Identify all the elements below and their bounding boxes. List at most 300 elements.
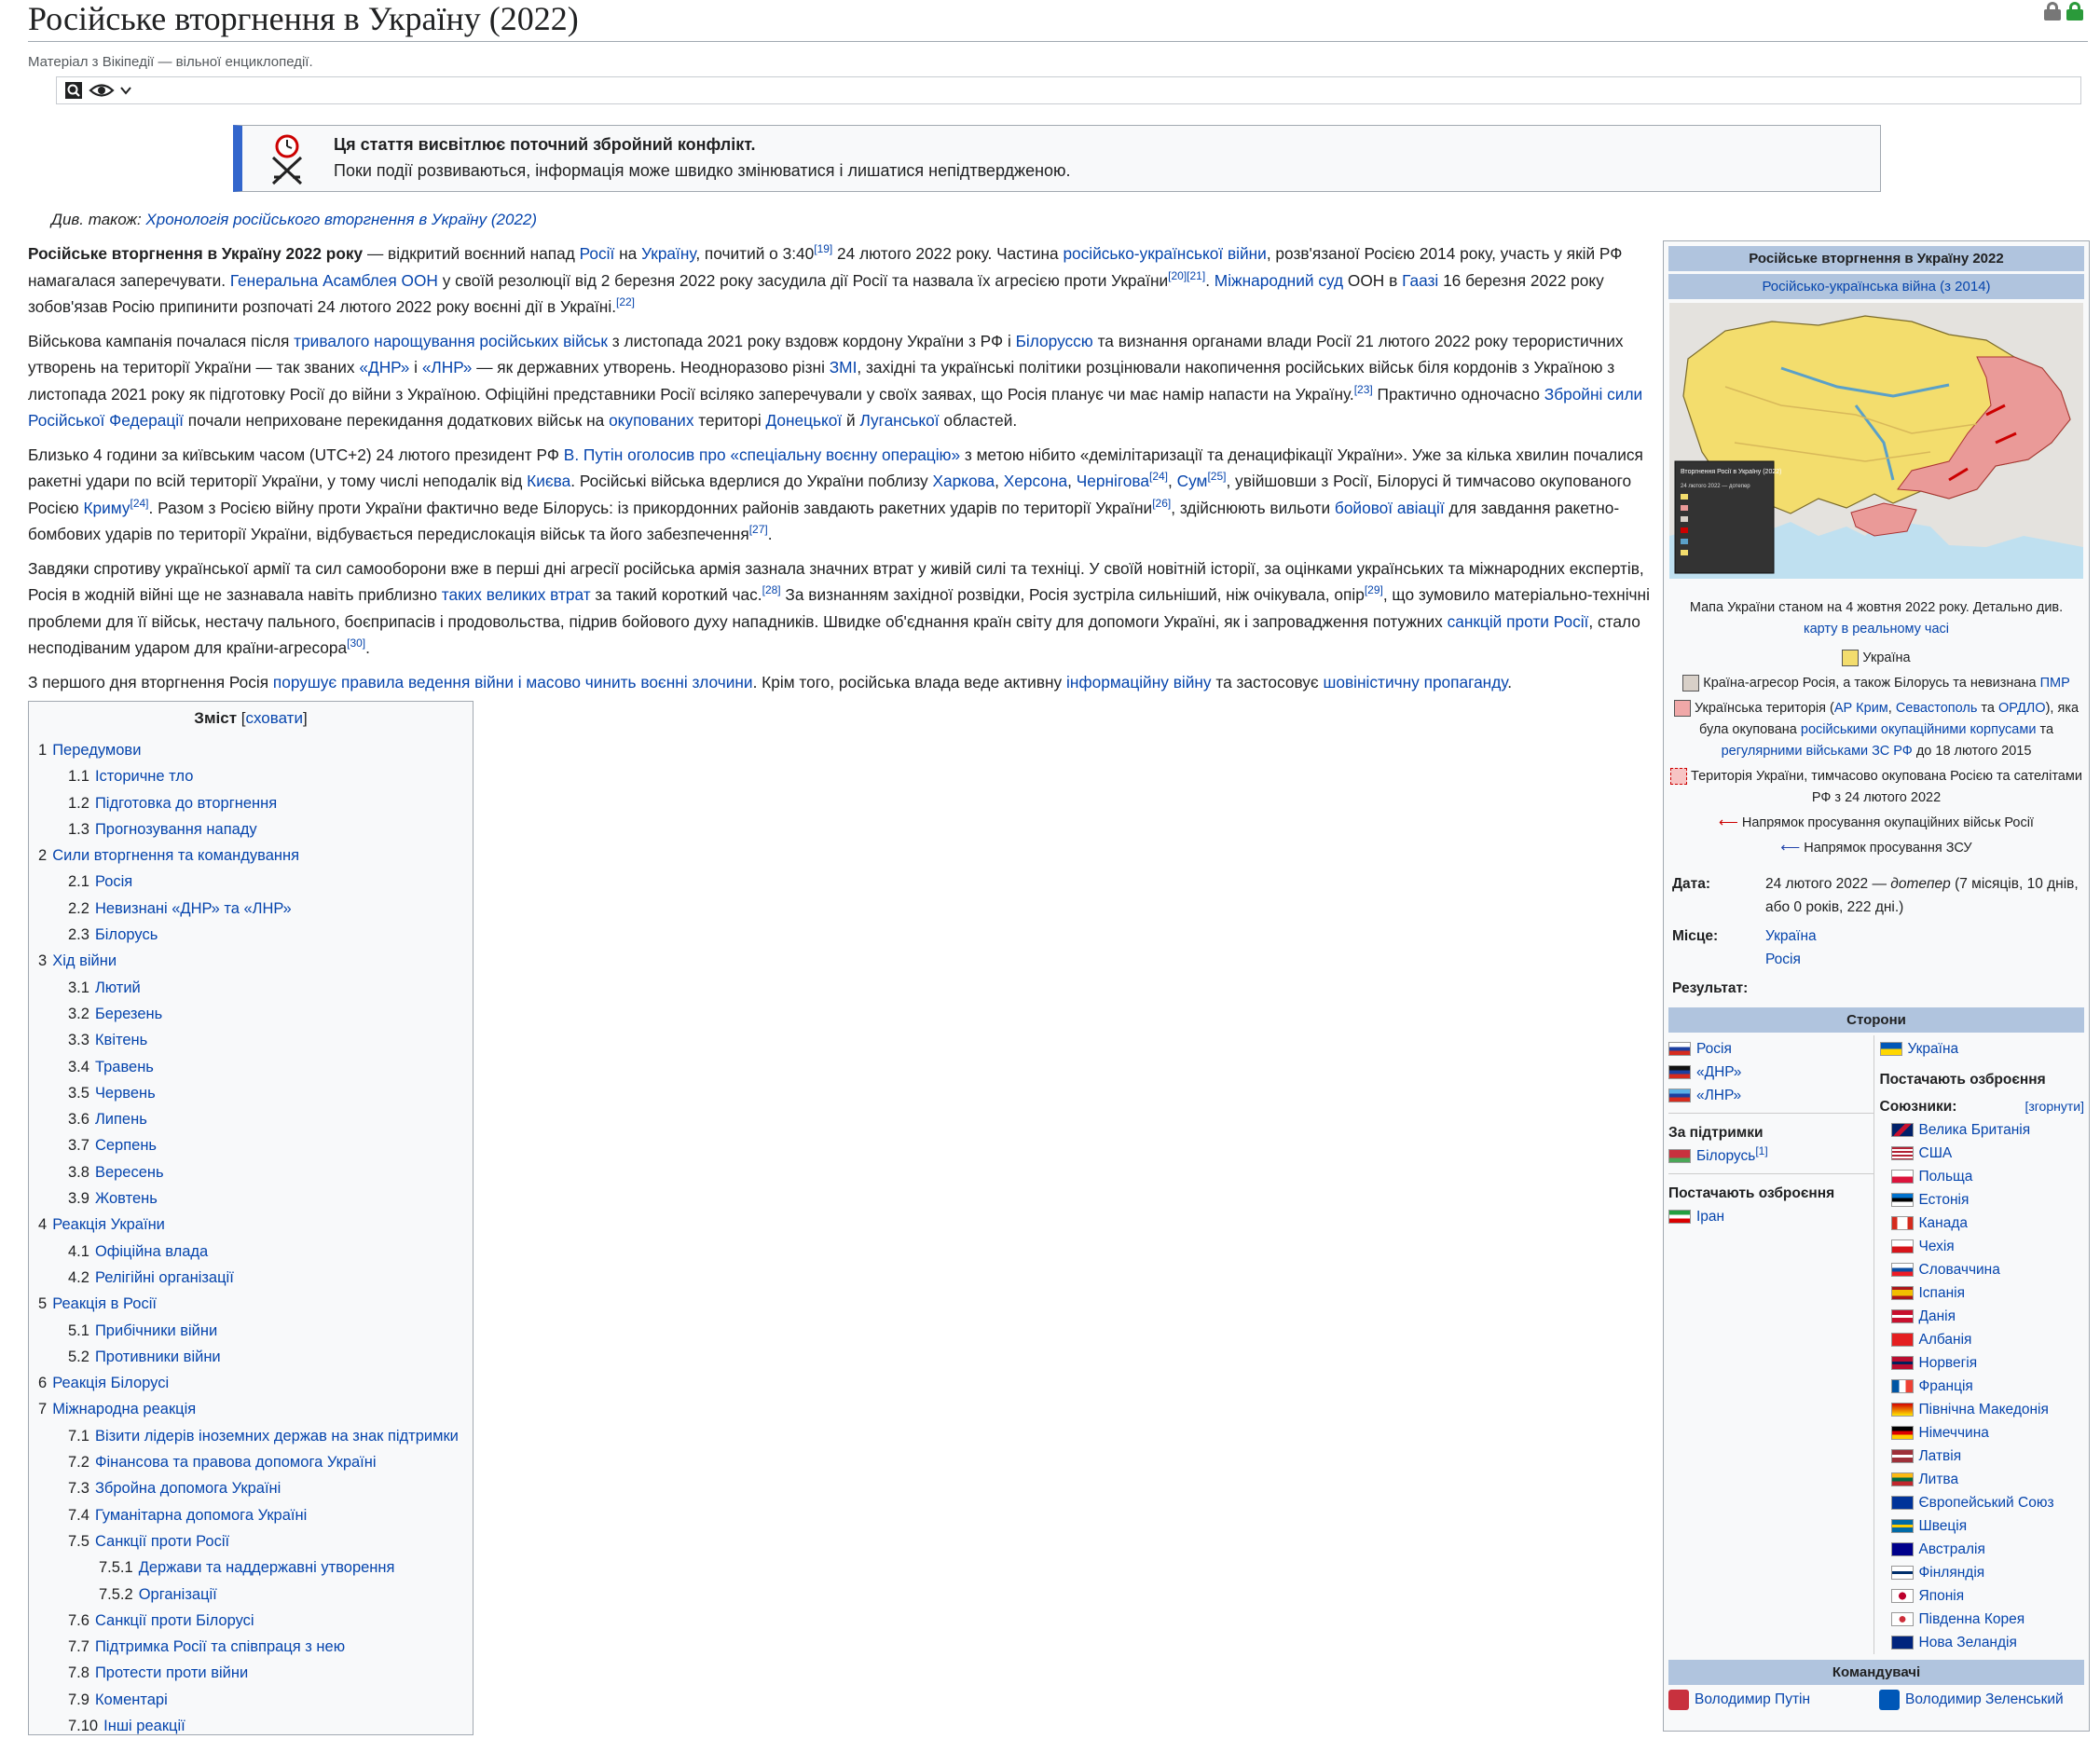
toc-link[interactable]: Липень <box>94 1111 147 1129</box>
reference-29[interactable]: [29] <box>1364 583 1383 597</box>
toc-number: 2.2 <box>68 899 89 917</box>
link-occupied[interactable]: окупованих <box>609 411 694 430</box>
paragraph-4 <box>28 555 1652 662</box>
commanders <box>1668 1688 2084 1711</box>
toc-number: 2.3 <box>68 926 89 944</box>
link-rf-armed-forces[interactable]: Збройні сили Російської Федерації <box>28 384 1643 430</box>
reference-24[interactable]: [24] <box>1149 470 1169 484</box>
legend-text: Територія України, тимчасово окупована Росією та сателітами РФ з 24 лютого 2022 <box>1691 769 2082 805</box>
toc-link[interactable]: Протести проти війни <box>94 1664 249 1682</box>
toc-link[interactable]: Противники війни <box>94 1348 221 1365</box>
link-belarus[interactable]: Білоруссю <box>1015 331 1093 350</box>
flag-icon <box>1891 1263 1914 1277</box>
link-ru-ua-war[interactable]: російсько-української війни <box>1063 244 1267 263</box>
toc-item[interactable] <box>36 948 465 974</box>
text: Військова кампанія почалася після <box>28 331 295 350</box>
text: . Крім того, російська влада веде активну <box>752 672 1066 691</box>
legend-text: Країна-агресор Росія, а також Білорусь та невизнана <box>1703 676 2040 691</box>
lnr-link[interactable]: «ЛНР» <box>1696 1088 1742 1103</box>
toc-number: 6 <box>38 1375 48 1392</box>
toc-item[interactable] <box>36 1291 465 1317</box>
ally-item <box>1880 1142 2085 1165</box>
ally-item <box>1880 1328 2085 1351</box>
flag-icon <box>1891 1542 1914 1556</box>
date-ongoing: дотепер <box>1890 876 1951 892</box>
toc-link[interactable]: Реакція України <box>52 1216 165 1234</box>
reference-30[interactable]: [30] <box>347 637 366 650</box>
flag-icon <box>1891 1496 1914 1510</box>
link-kharkiv[interactable]: Харкова <box>932 472 995 490</box>
flag-lnr-icon <box>1668 1089 1691 1102</box>
reference-24b[interactable]: [24] <box>130 496 149 510</box>
notice-title: Ця стаття висвітлює поточний збройний конфлікт. <box>334 135 756 154</box>
toc-number: 1 <box>38 742 48 759</box>
toc-item[interactable] <box>36 1265 465 1291</box>
ally-link[interactable]: Європейський Союз <box>1918 1495 2054 1511</box>
ally-link[interactable]: Естонія <box>1918 1192 1970 1208</box>
toc-link[interactable]: Білорусь <box>94 926 158 944</box>
hatnote-link[interactable]: Хронологія російського вторгнення в Україну (2022) <box>145 211 538 228</box>
dnr-link[interactable]: «ДНР» <box>1696 1064 1742 1080</box>
swatch-grey <box>1682 675 1699 691</box>
toc-number: 1.2 <box>68 794 89 812</box>
ally-item <box>1880 1561 2085 1584</box>
site-tagline: Матеріал з Вікіпедії — вільної енциклопедії. <box>28 54 313 70</box>
date-start: 24 лютого 2022 — <box>1765 876 1891 892</box>
link-russia[interactable]: Росії <box>579 244 615 263</box>
link-sumy[interactable]: Сум <box>1176 472 1208 490</box>
toc-number: 2 <box>38 847 48 865</box>
link-pmr[interactable]: ПМР <box>2039 676 2070 691</box>
link-special-operation[interactable]: оголосив про «спеціальну воєнну операцію» <box>627 445 961 464</box>
toc-number: 3.7 <box>68 1137 89 1155</box>
toc-item[interactable] <box>36 975 465 1001</box>
toc-link[interactable]: Невизнані «ДНР» та «ЛНР» <box>94 899 292 917</box>
link-ordlo[interactable]: ОРДЛО <box>1997 701 2046 716</box>
allies-list <box>1880 1118 2085 1654</box>
toc-link[interactable]: Офіційна влада <box>94 1242 209 1260</box>
live-map-link[interactable]: карту в реальному часі <box>1803 622 1950 637</box>
flag-icon <box>1891 1636 1914 1650</box>
toc-item[interactable] <box>36 1713 465 1739</box>
toc-toggle[interactable]: сховати <box>245 709 303 727</box>
legend-temp-occupied <box>1668 766 2084 809</box>
toc-link[interactable]: Росія <box>94 873 133 891</box>
text: . <box>1507 672 1513 691</box>
belarus-link[interactable]: Білорусь <box>1696 1148 1756 1164</box>
toc-number: 4.2 <box>68 1268 89 1286</box>
toc-link[interactable]: Лютий <box>94 979 141 996</box>
text: — як державних утворень. Неодноразово різні <box>472 358 830 377</box>
ally-link[interactable]: Чехія <box>1918 1239 1955 1254</box>
flag-icon <box>1891 1239 1914 1253</box>
flag-icon <box>1891 1286 1914 1300</box>
toc-item[interactable] <box>36 763 465 789</box>
toc-number: 7.6 <box>68 1611 89 1629</box>
toc-item[interactable] <box>36 1475 465 1501</box>
text: . <box>767 525 773 543</box>
toc-link[interactable]: Реакція в Росії <box>52 1295 157 1313</box>
ally-item <box>1880 1281 2085 1305</box>
toc-link[interactable]: Підготовка до вторгнення <box>94 794 278 812</box>
flag-icon <box>1891 1146 1914 1160</box>
toc-item[interactable] <box>36 1106 465 1132</box>
place-russia-link[interactable]: Росія <box>1765 952 1801 967</box>
ally-link[interactable]: Норвегія <box>1918 1355 1978 1371</box>
ally-link[interactable]: Нова Зеландія <box>1918 1635 2017 1650</box>
toc-number: 7.9 <box>68 1691 89 1708</box>
legend-occupied-2014 <box>1668 698 2084 762</box>
toc-item[interactable] <box>36 869 465 895</box>
toc-item[interactable] <box>36 1027 465 1053</box>
place-ukraine-link[interactable]: Україна <box>1765 928 1817 944</box>
suppliers-left-label: Постачають озброєння <box>1668 1185 1835 1201</box>
result-label: Результат: <box>1672 980 1749 996</box>
toc-item[interactable] <box>36 1660 465 1686</box>
reference-22[interactable]: [22] <box>616 295 636 309</box>
legend-text: та <box>1977 701 1998 716</box>
supporter-belarus <box>1668 1144 1874 1168</box>
toc-item[interactable] <box>36 896 465 922</box>
toc-number: 3.1 <box>68 979 89 996</box>
link-lnr[interactable]: «ЛНР» <box>421 358 473 377</box>
legend-aggressor <box>1668 673 2084 694</box>
toc-link[interactable]: Червень <box>94 1084 156 1102</box>
toc-link[interactable]: Релігійні організації <box>94 1268 234 1286</box>
toc-number: 3.8 <box>68 1163 89 1181</box>
toc-item[interactable] <box>36 1687 465 1713</box>
ally-item <box>1880 1468 2085 1491</box>
russia-link[interactable]: Росія <box>1696 1041 1732 1057</box>
text: та застосовує <box>1211 672 1324 691</box>
flag-icon <box>1891 1449 1914 1463</box>
text: та визнання органами влади Росії 21 лютого 2022 року терористичних утворень на території України — так званих <box>28 331 1624 377</box>
toc-link[interactable]: Історичне тло <box>94 768 194 786</box>
toc-number: 7.4 <box>68 1506 89 1524</box>
toc-number: 7.1 <box>68 1427 89 1445</box>
text: областей. <box>939 411 1018 430</box>
reference-28[interactable]: [28] <box>762 583 781 597</box>
toc-item[interactable] <box>36 1159 465 1185</box>
ally-link[interactable]: Словаччина <box>1918 1262 2000 1278</box>
coat-of-arms-ukraine-icon <box>1879 1690 1900 1710</box>
toc-item[interactable] <box>36 842 465 869</box>
toc-item[interactable] <box>36 1239 465 1265</box>
flag-icon <box>1891 1403 1914 1417</box>
toc-number: 7 <box>38 1401 48 1418</box>
swatch-red <box>1674 700 1691 717</box>
toc-link[interactable]: Сили вторгнення та командування <box>52 847 300 865</box>
toc-item[interactable] <box>36 1528 465 1554</box>
toc-number: 3.6 <box>68 1111 89 1129</box>
place-label: Місце: <box>1672 928 1719 944</box>
text: почали неприховане перекидання додаткових військ на <box>183 411 610 430</box>
ally-link[interactable]: Албанія <box>1918 1332 1972 1348</box>
text: Завдяки спротиву української армії та сил самооборони вже в перші дні агресії російська армія зазнала значних втрат у живій силі та техніці. У своїй новітній історії, за оцінками українських та міжнародних експертів, Росія в жодній війні ще не зазнавала навіть приблизно <box>28 558 1644 604</box>
belligerent-russia <box>1668 1037 1874 1061</box>
toc-link[interactable]: Санкції проти Росії <box>94 1532 230 1550</box>
ally-item <box>1880 1305 2085 1328</box>
ally-link[interactable]: Північна Македонія <box>1918 1402 2049 1417</box>
allies-label: Союзники: <box>1879 1099 1957 1115</box>
toc-item[interactable] <box>36 1132 465 1158</box>
link-crimea-ar[interactable]: АР Крим <box>1833 701 1888 716</box>
toc-item[interactable] <box>36 1318 465 1344</box>
flag-icon <box>1891 1519 1914 1533</box>
search-icon[interactable] <box>64 81 83 100</box>
toc-item[interactable] <box>36 790 465 816</box>
reference-26[interactable]: [26] <box>1152 496 1172 510</box>
text: , почитий о 3:40 <box>695 244 815 263</box>
tools-bar <box>56 76 2081 104</box>
link-losses[interactable]: таких великих втрат <box>441 585 591 604</box>
ally-link[interactable]: Данія <box>1918 1308 1956 1324</box>
red-arrow-icon: ⟵ <box>1719 815 1738 830</box>
place-value <box>1765 924 2084 971</box>
flag-iran-icon <box>1668 1210 1691 1224</box>
ally-item <box>1880 1491 2085 1514</box>
link-icj[interactable]: Міжнародний суд <box>1214 270 1344 290</box>
text: за такий короткий час. <box>590 585 762 604</box>
link-donetsk[interactable]: Донецької <box>765 411 843 430</box>
link-combat-aviation[interactable]: бойової авіації <box>1334 498 1445 517</box>
text: , західні та українські політики розцінювали накопичення російських військ біля кордонів з Україною з листопада 2021 року як підготовку Росії до війни з Україною. Офіційні представники Росії всіляко заперечували у своїх заявах, що Росія планує чи має намір напасти на Україну. <box>28 358 1615 404</box>
flag-russia-icon <box>1668 1042 1691 1056</box>
ally-item <box>1880 1188 2085 1212</box>
toc-link[interactable]: Інші реакції <box>103 1717 185 1734</box>
link-info-war[interactable]: інформаційну війну <box>1066 672 1212 691</box>
link-kyiv[interactable]: Києва <box>527 472 571 490</box>
legend-text: Напрямок просування окупаційних військ Росії <box>1741 815 2034 830</box>
toc-link[interactable]: Фінансова та правова допомога Україні <box>94 1454 377 1472</box>
flag-belarus-icon <box>1668 1149 1691 1163</box>
toc-link[interactable]: Жовтень <box>94 1190 158 1208</box>
ukraine-link[interactable]: Україна <box>1907 1041 1959 1057</box>
ally-link[interactable]: Литва <box>1918 1472 1959 1487</box>
toc-item[interactable] <box>36 1054 465 1080</box>
flag-icon <box>1891 1356 1914 1370</box>
belligerent-ukraine <box>1880 1037 2085 1061</box>
link-luhansk[interactable]: Луганської <box>859 411 940 430</box>
link-propaganda[interactable]: шовіністичну пропаганду <box>1323 672 1508 691</box>
link-media[interactable]: ЗМІ <box>829 358 858 377</box>
toc-link[interactable]: Квітень <box>94 1032 148 1049</box>
lock-icon[interactable] <box>2044 2 2061 21</box>
ally-link[interactable]: Фінляндія <box>1918 1565 1985 1581</box>
toc-link[interactable]: Держави та наддержавні утворення <box>138 1559 395 1577</box>
text: За визнанням західної розвідки, Росія зустріла сильніший, ніж очікувала, опір <box>780 585 1365 604</box>
notice-text: Поки події розвиваються, інформація може швидко змінюватися і лишатися непідтвердженою. <box>334 161 1071 180</box>
link-chernihiv[interactable]: Чернігова <box>1076 472 1149 490</box>
flag-icon <box>1891 1426 1914 1440</box>
toc-link[interactable]: Передумови <box>52 742 142 759</box>
support-label: За підтримки <box>1668 1125 1764 1141</box>
ally-link[interactable]: Південна Корея <box>1918 1611 2025 1627</box>
reference-23[interactable]: [23] <box>1353 382 1373 396</box>
toc-link[interactable]: Візити лідерів іноземних держав на знак підтримки <box>94 1427 459 1445</box>
lead-bold-title: Російське вторгнення в Україну 2022 року <box>28 244 364 263</box>
toc-number: 1.1 <box>68 768 89 786</box>
toc-item[interactable] <box>36 1608 465 1634</box>
toc-link[interactable]: Прогнозування нападу <box>94 820 257 838</box>
toc-link[interactable]: Прибічники війни <box>94 1321 218 1339</box>
ally-link[interactable]: Швеція <box>1918 1518 1968 1534</box>
toc-item[interactable] <box>36 1212 465 1238</box>
toc-number: 3.3 <box>68 1032 89 1049</box>
text: , увійшовши з Росії, Білорусі й тимчасово окупованого Росією <box>28 472 1632 517</box>
text: і <box>409 358 422 377</box>
toc-item[interactable] <box>36 737 465 763</box>
putin-link[interactable]: Володимир Путін <box>1695 1691 1811 1707</box>
ally-item <box>1880 1258 2085 1281</box>
reference-19[interactable]: [19] <box>814 242 833 256</box>
iran-link[interactable]: Іран <box>1696 1209 1725 1225</box>
link-war-crimes[interactable]: порушує правила ведення війни і масово чинить воєнні злочини <box>272 672 753 691</box>
legend-text: , <box>1887 701 1896 716</box>
toc-item[interactable] <box>36 1001 465 1027</box>
legend-text: Україна <box>1862 650 1911 665</box>
text: територі <box>693 411 766 430</box>
link-un-general-assembly[interactable]: Генеральна Асамблея ООН <box>229 270 438 290</box>
link-regular-troops[interactable]: регулярними військами ЗС РФ <box>1721 744 1913 759</box>
flag-icon <box>1891 1612 1914 1626</box>
toc-link[interactable]: Збройна допомога Україні <box>94 1480 281 1498</box>
ally-link[interactable]: Польща <box>1918 1169 1973 1184</box>
toc-link[interactable]: Вересень <box>94 1163 164 1181</box>
date-label: Дата: <box>1672 876 1711 892</box>
toc-number: 4.1 <box>68 1242 89 1260</box>
infobox-date-row <box>1668 872 2084 919</box>
ally-link[interactable]: Канада <box>1918 1215 1968 1231</box>
link-ukraine[interactable]: Україну <box>641 244 696 263</box>
watch-eye-icon[interactable] <box>89 82 115 99</box>
ally-link[interactable]: Іспанія <box>1918 1285 1965 1301</box>
toc-link[interactable]: Гуманітарна допомога Україні <box>94 1506 308 1524</box>
link-kherson[interactable]: Херсона <box>1003 472 1068 490</box>
legend-ukraine <box>1668 648 2084 669</box>
article-body <box>28 240 1652 703</box>
toc-item[interactable] <box>36 1396 465 1422</box>
text: на <box>614 244 642 263</box>
zelensky-link[interactable]: Володимир Зеленський <box>1905 1691 2064 1707</box>
toc-number: 1.3 <box>68 820 89 838</box>
ally-item <box>1880 1584 2085 1608</box>
reference-1[interactable]: [1] <box>1755 1143 1768 1157</box>
suppliers-right-label: Постачають озброєння <box>1879 1072 2046 1088</box>
sides-header: Сторони <box>1668 1007 2084 1033</box>
reference-21[interactable]: [21] <box>1187 268 1206 282</box>
toc-item[interactable] <box>36 1423 465 1449</box>
ally-item <box>1880 1538 2085 1561</box>
reference-20[interactable]: [20] <box>1168 268 1187 282</box>
toc-link[interactable]: Серпень <box>94 1137 158 1155</box>
current-event-notice <box>233 125 1881 192</box>
date-value <box>1765 872 2084 919</box>
toc-link[interactable]: Реакція Білорусі <box>52 1375 170 1392</box>
ally-link[interactable]: Австралія <box>1918 1541 1985 1557</box>
allies-collapse-toggle[interactable]: [згорнути] <box>2025 1099 2084 1114</box>
text: ООН в <box>1343 270 1403 290</box>
link-putin[interactable]: В. Путін <box>563 445 624 464</box>
toc-item[interactable] <box>36 1185 465 1212</box>
toc-link[interactable]: Санкції проти Білорусі <box>94 1611 254 1629</box>
toc-item[interactable] <box>36 1080 465 1106</box>
toc-link[interactable]: Підтримка Росії та співпраця з нею <box>94 1638 346 1656</box>
text: у своїй резолюції від 2 березня 2022 року засудила дії Росії та назвала їх агресією проти України <box>437 270 1169 290</box>
text: 24 лютого 2022 року. Частина <box>832 244 1064 263</box>
toc-item[interactable] <box>36 1634 465 1660</box>
commanders-header: Командувачі <box>1668 1660 2084 1685</box>
swatch-yellow <box>1842 650 1859 666</box>
flag-icon <box>1891 1589 1914 1603</box>
toc-item[interactable] <box>36 1502 465 1528</box>
chevron-down-icon[interactable] <box>120 86 131 95</box>
legend-text: до 18 лютого 2015 <box>1912 744 2032 759</box>
text: 16 березня 2022 року зобов'язав Росію припинити розпочаті 24 лютого 2022 року воєнні дії в Україні. <box>28 270 1604 316</box>
ally-item <box>1880 1375 2085 1398</box>
toc-link[interactable]: Травень <box>94 1058 154 1075</box>
paragraph-lead <box>28 240 1652 321</box>
toc-link[interactable]: Хід війни <box>52 952 117 970</box>
toc-item[interactable] <box>36 922 465 948</box>
reference-25[interactable]: [25] <box>1207 470 1227 484</box>
toc-number: 2.1 <box>68 873 89 891</box>
link-hague[interactable]: Гаазі <box>1402 270 1439 290</box>
link-occupation-corps[interactable]: російськими окупаційними корпусами <box>1800 722 2037 737</box>
link-sanctions[interactable]: санкцій проти Росії <box>1447 611 1589 631</box>
paragraph-3 <box>28 442 1652 548</box>
toc-link[interactable]: Міжнародна реакція <box>52 1401 197 1418</box>
text: , стало несподіваним ударом для країни-агресора <box>28 611 1640 657</box>
war-map[interactable] <box>1669 303 2083 579</box>
flag-icon <box>1891 1309 1914 1323</box>
parent-conflict-link[interactable]: Російсько-українська війна (з 2014) <box>1762 279 1991 294</box>
belligerents-ukraine <box>1874 1035 2085 1654</box>
unlock-icon[interactable] <box>2066 2 2083 21</box>
toc-link[interactable]: Березень <box>94 1005 163 1022</box>
clock-swords-icon <box>268 133 306 185</box>
toc-item[interactable] <box>36 1449 465 1475</box>
link-dnr[interactable]: «ДНР» <box>359 358 410 377</box>
link-crimea[interactable]: Криму <box>83 498 130 517</box>
swatch-dashed-red <box>1670 768 1687 785</box>
link-buildup[interactable]: тривалого нарощування російських військ <box>294 331 608 350</box>
toc-item[interactable] <box>36 1370 465 1396</box>
toc-link[interactable]: Коментарі <box>94 1691 168 1708</box>
ally-link[interactable]: Латвія <box>1918 1448 1962 1464</box>
toc-item[interactable] <box>36 1582 465 1608</box>
toc-item[interactable] <box>36 1554 465 1581</box>
paragraph-2 <box>28 328 1652 434</box>
ally-link[interactable]: Франція <box>1918 1378 1973 1394</box>
text: й <box>842 411 860 430</box>
ally-link[interactable]: Велика Британія <box>1918 1122 2031 1138</box>
ally-link[interactable]: Німеччина <box>1918 1425 1989 1441</box>
flag-icon <box>1891 1333 1914 1347</box>
ally-item <box>1880 1398 2085 1421</box>
ally-link[interactable]: Японія <box>1918 1588 1965 1604</box>
toc-item[interactable] <box>36 1344 465 1370</box>
toc-item[interactable] <box>36 816 465 842</box>
toc-link[interactable]: Організації <box>138 1585 217 1603</box>
ally-link[interactable]: США <box>1918 1145 1953 1161</box>
legend-ua-arrow <box>1668 838 2084 859</box>
date-duration: (7 місяців, 10 днів, або 0 років, 222 дні.) <box>1765 876 2079 915</box>
text: З першого дня вторгнення Росія <box>28 672 273 691</box>
reference-27[interactable]: [27] <box>748 523 768 537</box>
link-sevastopol[interactable]: Севастополь <box>1895 701 1978 716</box>
toc-number: 3.9 <box>68 1190 89 1208</box>
